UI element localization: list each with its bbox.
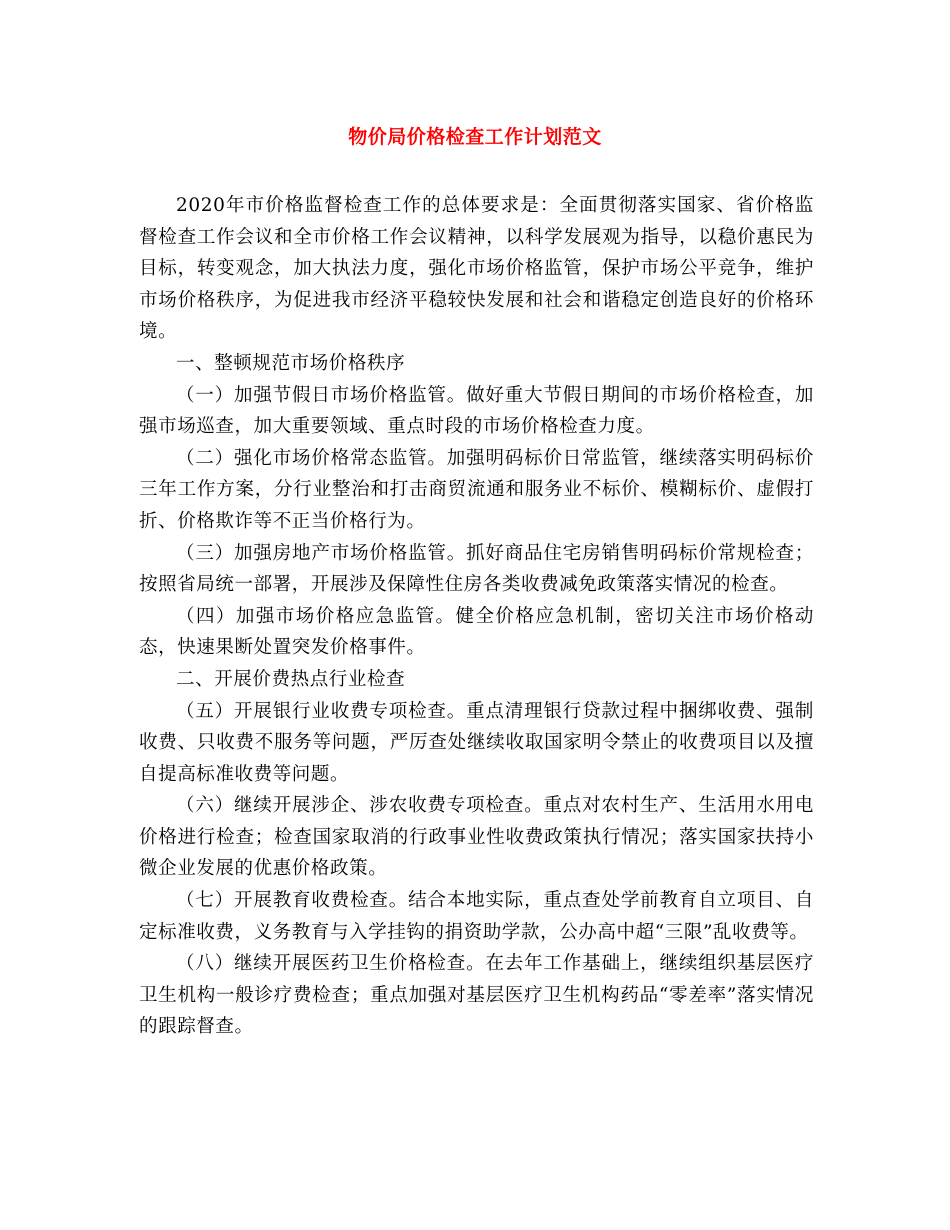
paragraph-intro: 2020年市价格监督检查工作的总体要求是：全面贯彻落实国家、省价格监督检查工作会议和全市价格工作会议精神，以科学发展观为指导，以稳价惠民为目标，转变观念，加大执法力度，强化市场价格监管，保护市场公平竞争，维护市场价格秩序，为促进我市经济平稳较快发展和社会和谐稳定创造良好的价格环境。: [139, 195, 814, 343]
paragraph-item-8: （八）继续开展医药卫生价格检查。在去年工作基础上，继续组织基层医疗卫生机构一般诊疗费检查；重点加强对基层医疗卫生机构药品“零差率”落实情况的跟踪督查。: [139, 953, 814, 1038]
paragraph-item-2: （二）强化市场价格常态监管。加强明码标价日常监管，继续落实明码标价三年工作方案，分行业整治和打击商贸流通和服务业不标价、模糊标价、虚假打折、价格欺诈等不正当价格行为。: [139, 447, 814, 532]
paragraph-item-4: （四）加强市场价格应急监管。健全价格应急机制，密切关注市场价格动态，快速果断处置突发价格事件。: [139, 605, 814, 659]
document-body: [139, 190, 814, 1043]
paragraph-item-1: （一）加强节假日市场价格监管。做好重大节假日期间的市场价格检查，加强市场巡查，加大重要领域、重点时段的市场价格检查力度。: [139, 384, 814, 438]
paragraph-item-3: （三）加强房地产市场价格监管。抓好商品住宅房销售明码标价常规检查；按照省局统一部署，开展涉及保障性住房各类收费减免政策落实情况的检查。: [139, 542, 814, 596]
paragraph-item-6: （六）继续开展涉企、涉农收费专项检查。重点对农村生产、生活用水用电价格进行检查；检查国家取消的行政事业性收费政策执行情况；落实国家扶持小微企业发展的优惠价格政策。: [139, 795, 814, 880]
paragraph-item-5: （五）开展银行业收费专项检查。重点清理银行贷款过程中捆绑收费、强制收费、只收费不服务等问题，严厉查处继续收取国家明令禁止的收费项目以及擅自提高标准收费等问题。: [139, 700, 814, 785]
section-heading-1: 一、整顿规范市场价格秩序: [176, 352, 406, 374]
document-title: 物价局价格检查工作计划范文: [348, 126, 602, 148]
section-heading-2: 二、开展价费热点行业检查: [176, 668, 406, 690]
paragraph-item-7: （七）开展教育收费检查。结合本地实际，重点查处学前教育自立项目、自定标准收费，义务教育与入学挂钩的捐资助学款，公办高中超“三限”乱收费等。: [139, 890, 814, 943]
